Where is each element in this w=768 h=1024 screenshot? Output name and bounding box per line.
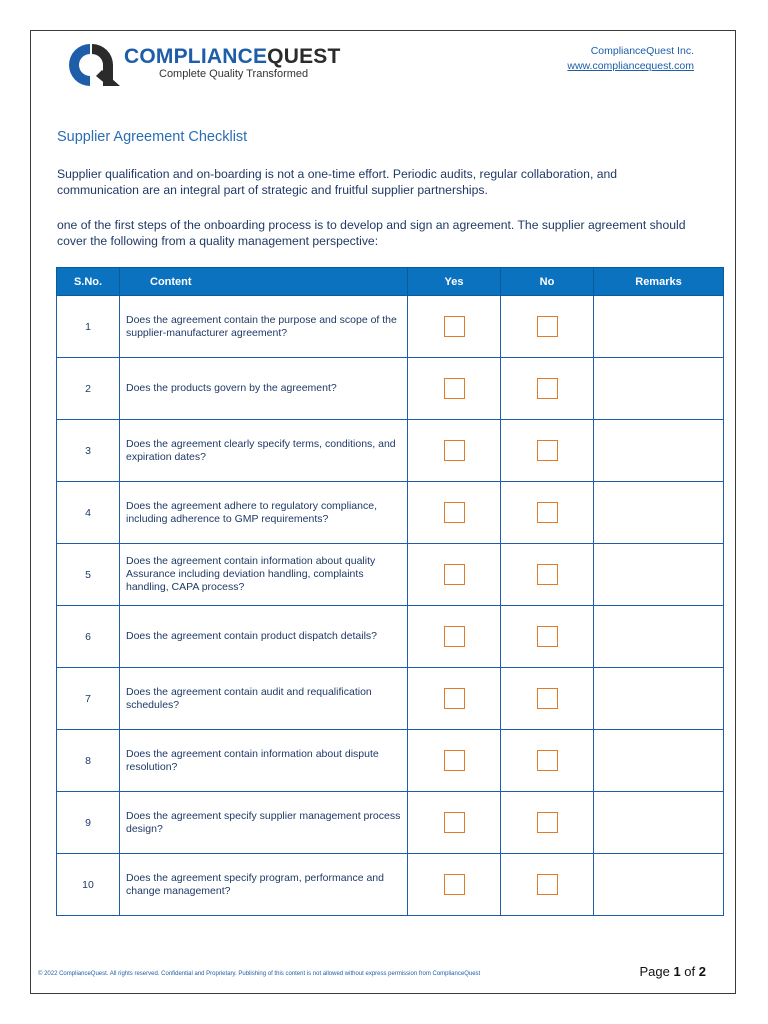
- no-cell: [501, 668, 594, 730]
- yes-cell: [408, 792, 501, 854]
- table-row: [57, 296, 724, 358]
- copyright-notice: © 2022 ComplianceQuest. All rights reserved. Confidential and Proprietary. Publishing of this content is not allowed without express permission from ComplianceQuest: [38, 971, 481, 977]
- no-checkbox[interactable]: [537, 502, 558, 523]
- no-checkbox[interactable]: [537, 378, 558, 399]
- row-question: Does the agreement specify program, performance and change management?: [120, 854, 408, 916]
- no-cell: [501, 792, 594, 854]
- row-question: Does the agreement contain product dispatch details?: [120, 606, 408, 668]
- no-checkbox[interactable]: [537, 440, 558, 461]
- no-cell: [501, 296, 594, 358]
- remarks-cell[interactable]: [594, 792, 724, 854]
- intro-paragraph-2: one of the first steps of the onboarding process is to develop and sign an agreement. The supplier agreement should cover the following from a quality management perspective:: [57, 218, 686, 248]
- yes-cell: [408, 730, 501, 792]
- company-website-link[interactable]: www.compliancequest.com: [567, 60, 694, 72]
- row-number: 4: [57, 482, 120, 544]
- row-question: Does the agreement contain the purpose and scope of the supplier-manufacturer agreement?: [120, 296, 408, 358]
- page-number: Page 1 of 2: [639, 964, 706, 979]
- yes-cell: [408, 358, 501, 420]
- yes-cell: [408, 854, 501, 916]
- header-no: No: [501, 268, 594, 296]
- document-title: Supplier Agreement Checklist: [57, 129, 248, 145]
- yes-checkbox[interactable]: [444, 750, 465, 771]
- checklist-table: [56, 267, 724, 916]
- yes-checkbox[interactable]: [444, 316, 465, 337]
- no-checkbox[interactable]: [537, 874, 558, 895]
- logo-tagline: Complete Quality Transformed: [159, 68, 309, 80]
- table-row: [57, 792, 724, 854]
- no-checkbox[interactable]: [537, 812, 558, 833]
- row-number: 6: [57, 606, 120, 668]
- no-checkbox[interactable]: [537, 564, 558, 585]
- remarks-cell[interactable]: [594, 544, 724, 606]
- no-cell: [501, 854, 594, 916]
- table-row: [57, 544, 724, 606]
- row-question: Does the products govern by the agreement?: [120, 358, 408, 420]
- no-cell: [501, 730, 594, 792]
- yes-cell: [408, 668, 501, 730]
- row-number: 10: [57, 854, 120, 916]
- company-name: ComplianceQuest Inc.: [590, 45, 694, 57]
- remarks-cell[interactable]: [594, 854, 724, 916]
- yes-checkbox[interactable]: [444, 812, 465, 833]
- table-row: [57, 730, 724, 792]
- table-row: [57, 606, 724, 668]
- no-checkbox[interactable]: [537, 688, 558, 709]
- row-number: 3: [57, 420, 120, 482]
- no-cell: [501, 606, 594, 668]
- yes-cell: [408, 606, 501, 668]
- row-number: 7: [57, 668, 120, 730]
- company-info: [567, 44, 694, 74]
- row-question: Does the agreement specify supplier management process design?: [120, 792, 408, 854]
- yes-cell: [408, 544, 501, 606]
- table-header-row: [57, 268, 724, 296]
- no-checkbox[interactable]: [537, 316, 558, 337]
- remarks-cell[interactable]: [594, 606, 724, 668]
- header-content: Content: [120, 268, 408, 296]
- intro-paragraph-1: Supplier qualification and on-boarding is not a one-time effort. Periodic audits, regular collaboration, and communication are an integral part of strategic and fruitful supplier partnerships.: [57, 167, 618, 197]
- yes-checkbox[interactable]: [444, 564, 465, 585]
- table-row: [57, 358, 724, 420]
- no-checkbox[interactable]: [537, 750, 558, 771]
- header-remarks: Remarks: [594, 268, 724, 296]
- row-number: 9: [57, 792, 120, 854]
- no-cell: [501, 420, 594, 482]
- table-row: [57, 420, 724, 482]
- row-number: 2: [57, 358, 120, 420]
- logo-wordmark: COMPLIANCEQUEST: [124, 45, 341, 68]
- no-cell: [501, 358, 594, 420]
- no-cell: [501, 544, 594, 606]
- row-question: Does the agreement contain information about quality Assurance including deviation handling, complaints handling, CAPA process?: [120, 544, 408, 606]
- header-yes: Yes: [408, 268, 501, 296]
- remarks-cell[interactable]: [594, 296, 724, 358]
- remarks-cell[interactable]: [594, 420, 724, 482]
- table-row: [57, 668, 724, 730]
- yes-cell: [408, 482, 501, 544]
- row-number: 5: [57, 544, 120, 606]
- no-checkbox[interactable]: [537, 626, 558, 647]
- yes-checkbox[interactable]: [444, 688, 465, 709]
- yes-checkbox[interactable]: [444, 626, 465, 647]
- row-question: Does the agreement contain information about dispute resolution?: [120, 730, 408, 792]
- remarks-cell[interactable]: [594, 358, 724, 420]
- remarks-cell[interactable]: [594, 482, 724, 544]
- remarks-cell[interactable]: [594, 730, 724, 792]
- remarks-cell[interactable]: [594, 668, 724, 730]
- row-number: 1: [57, 296, 120, 358]
- row-question: Does the agreement clearly specify terms, conditions, and expiration dates?: [120, 420, 408, 482]
- no-cell: [501, 482, 594, 544]
- yes-checkbox[interactable]: [444, 874, 465, 895]
- yes-checkbox[interactable]: [444, 378, 465, 399]
- yes-checkbox[interactable]: [444, 502, 465, 523]
- yes-cell: [408, 296, 501, 358]
- yes-checkbox[interactable]: [444, 440, 465, 461]
- row-number: 8: [57, 730, 120, 792]
- table-row: [57, 482, 724, 544]
- yes-cell: [408, 420, 501, 482]
- header-sno: S.No.: [57, 268, 120, 296]
- row-question: Does the agreement contain audit and requalification schedules?: [120, 668, 408, 730]
- table-row: [57, 854, 724, 916]
- row-question: Does the agreement adhere to regulatory compliance, including adherence to GMP requirements?: [120, 482, 408, 544]
